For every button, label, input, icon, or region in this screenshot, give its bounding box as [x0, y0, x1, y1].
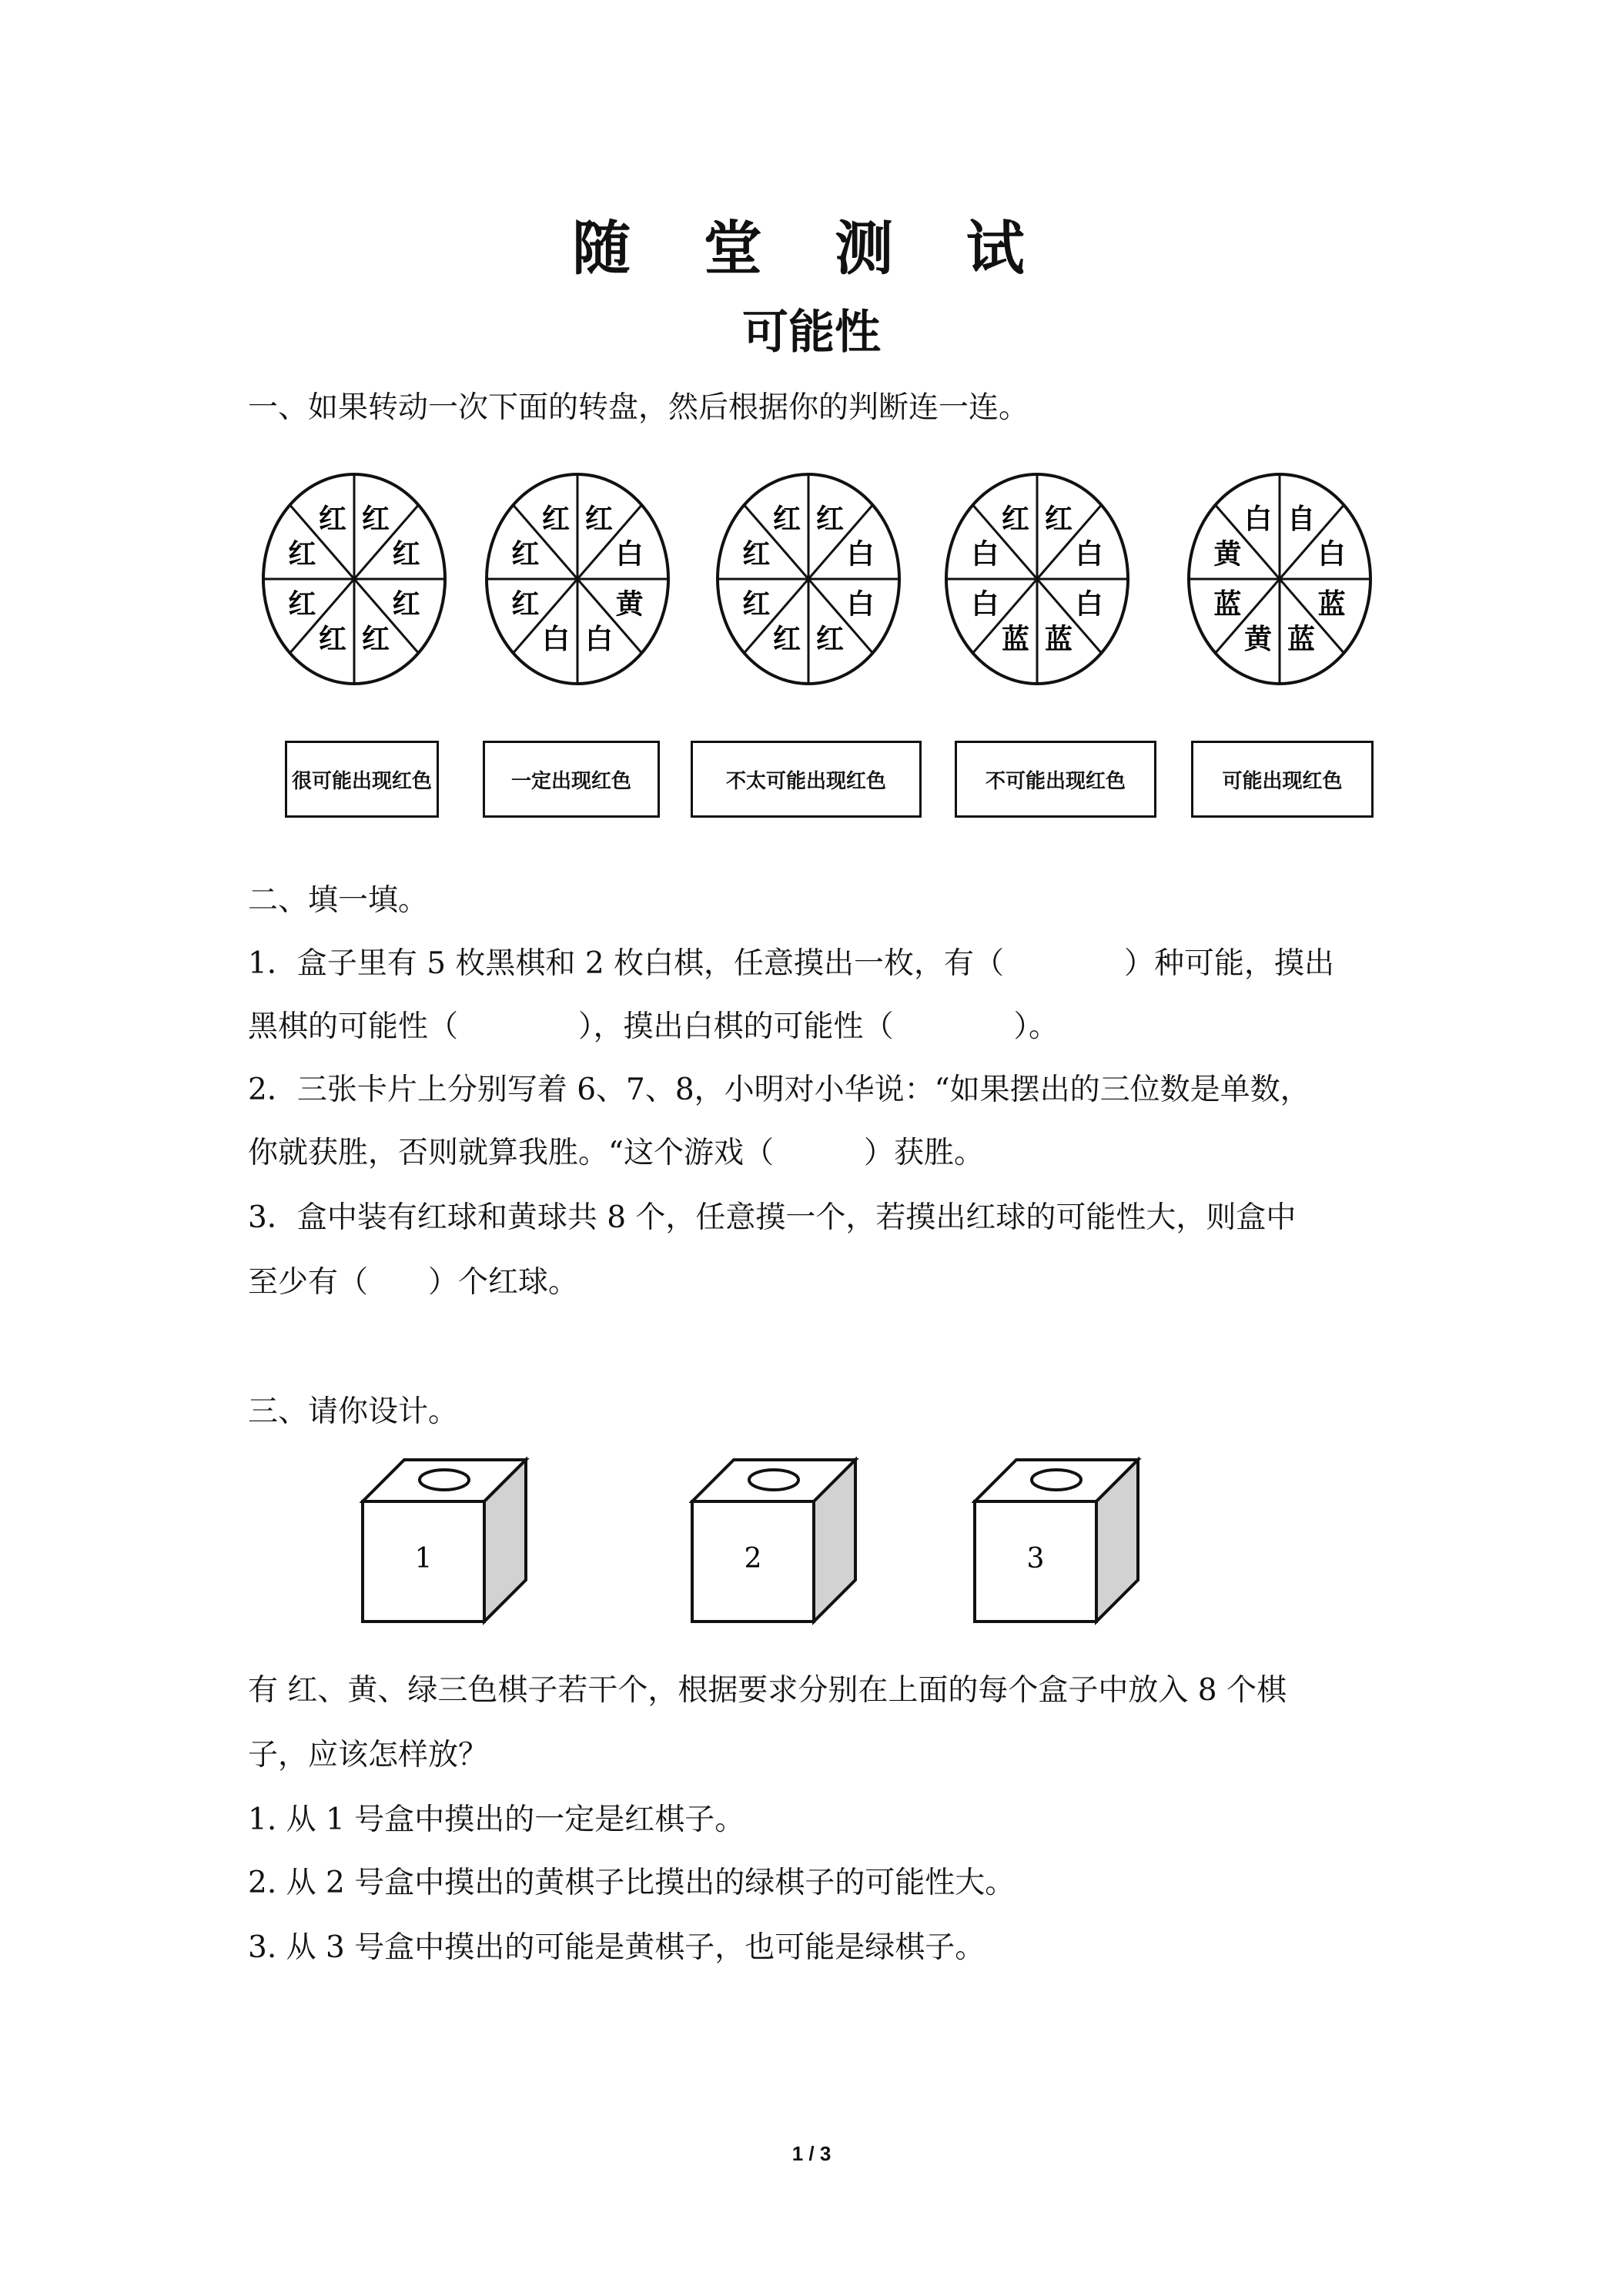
spinner-wheel-5 — [1183, 471, 1376, 687]
question-line: 1．盒子里有 5 枚黑棋和 2 枚白棋，任意摸出一枚，有（ ）种可能，摸出 — [248, 946, 1335, 981]
box-svg — [360, 1457, 537, 1626]
wheel-segment-label: 红 — [742, 588, 771, 621]
wheel-segment-label: 自 — [1287, 504, 1316, 536]
question-line: 黑棋的可能性（ ），摸出白棋的可能性（ ）。 — [248, 1009, 1059, 1044]
wheel-segment-label: 红 — [361, 504, 390, 536]
spinner-wheel-2 — [481, 471, 674, 687]
wheel-svg — [941, 471, 1133, 687]
design-line: 2. 从 2 号盒中摸出的黄棋子比摸出的绿棋子的可能性大。 — [248, 1866, 1016, 1900]
wheel-svg — [481, 471, 674, 687]
section3-heading: 三、请你设计。 — [248, 1394, 459, 1429]
box-svg — [972, 1457, 1149, 1626]
wheel-segment-label: 蓝 — [1287, 623, 1316, 655]
wheel-segment-label: 红 — [815, 623, 845, 655]
wheel-segment-label: 白 — [1075, 538, 1103, 571]
page-number: 1 / 3 — [791, 2142, 832, 2165]
wheel-segment-label: 红 — [392, 588, 420, 621]
spinner-wheel-1 — [258, 471, 450, 687]
wheel-segment-label: 白 — [615, 538, 644, 571]
answer-box-1[interactable]: 很可能出现红色 — [285, 741, 439, 818]
box-number: 1 — [414, 1543, 433, 1575]
box-svg — [689, 1457, 866, 1626]
wheel-segment-label: 红 — [318, 504, 347, 536]
wheel-svg — [712, 471, 905, 687]
wheel-segment-label: 红 — [815, 504, 845, 536]
answer-box-2[interactable]: 一定出现红色 — [483, 741, 660, 818]
wheel-segment-label: 蓝 — [1317, 588, 1346, 621]
wheel-segment-label: 红 — [288, 538, 316, 571]
wheel-svg — [258, 471, 450, 687]
wheel-segment-label: 红 — [511, 588, 540, 621]
wheel-segment-label: 黄 — [615, 588, 644, 621]
wheel-segment-label: 红 — [392, 538, 420, 571]
wheel-svg — [1183, 471, 1376, 687]
wheel-segment-label: 红 — [288, 588, 316, 621]
question-line: 至少有（ ）个红球。 — [248, 1265, 579, 1300]
wheel-segment-label: 白 — [971, 588, 999, 621]
wheel-segment-label: 红 — [318, 623, 347, 655]
box-number: 2 — [744, 1543, 762, 1575]
box-1 — [360, 1457, 537, 1626]
box-2 — [689, 1457, 866, 1626]
page-title: 随 堂 测 试 — [572, 214, 1051, 283]
box-number: 3 — [1026, 1543, 1045, 1575]
wheel-segment-label: 红 — [772, 623, 801, 655]
wheel-segment-label: 白 — [1075, 588, 1103, 621]
wheel-segment-label: 红 — [772, 504, 801, 536]
box-3 — [972, 1457, 1149, 1626]
wheel-segment-label: 白 — [541, 623, 571, 655]
wheel-segment-label: 白 — [971, 538, 999, 571]
wheel-segment-label: 红 — [1044, 504, 1073, 536]
answer-box-5[interactable]: 可能出现红色 — [1191, 741, 1374, 818]
wheel-segment-label: 蓝 — [1213, 588, 1242, 621]
spinner-wheel-3 — [712, 471, 905, 687]
wheel-segment-label: 蓝 — [1044, 623, 1073, 655]
design-line: 3. 从 3 号盒中摸出的可能是黄棋子，也可能是绿棋子。 — [248, 1930, 986, 1965]
section1-heading: 一、如果转动一次下面的转盘，然后根据你的判断连一连。 — [248, 390, 1029, 425]
wheel-segment-label: 红 — [742, 538, 771, 571]
page-subtitle: 可能性 — [742, 306, 881, 360]
question-line: 你就获胜，否则就算我胜。“这个游戏（ ）获胜。 — [248, 1136, 984, 1170]
question-line: 2．三张卡片上分别写着 6、7、8，小明对小华说：“如果摆出的三位数是单数， — [248, 1073, 1310, 1107]
wheel-segment-label: 白 — [1243, 504, 1273, 536]
wheel-segment-label: 红 — [584, 504, 614, 536]
design-line: 子，应该怎样放？ — [248, 1738, 489, 1772]
wheel-segment-label: 白 — [846, 538, 875, 571]
wheel-segment-label: 黄 — [1213, 538, 1242, 571]
design-line: 1. 从 1 号盒中摸出的一定是红棋子。 — [248, 1802, 745, 1837]
design-line: 有 红、黄、绿三色棋子若干个，根据要求分别在上面的每个盒子中放入 8 个棋 — [248, 1673, 1287, 1708]
wheel-segment-label: 蓝 — [1001, 623, 1030, 655]
wheel-segment-label: 红 — [511, 538, 540, 571]
wheel-segment-label: 红 — [541, 504, 571, 536]
wheel-segment-label: 白 — [1317, 538, 1346, 571]
question-line: 3．盒中装有红球和黄球共 8 个，任意摸一个，若摸出红球的可能性大，则盒中 — [248, 1200, 1297, 1235]
spinner-wheel-4 — [941, 471, 1133, 687]
answer-box-4[interactable]: 不可能出现红色 — [955, 741, 1156, 818]
wheel-segment-label: 白 — [846, 588, 875, 621]
wheel-segment-label: 红 — [1001, 504, 1030, 536]
wheel-segment-label: 红 — [361, 623, 390, 655]
wheel-segment-label: 白 — [584, 623, 614, 655]
section2-heading: 二、填一填。 — [248, 883, 429, 918]
answer-box-3[interactable]: 不太可能出现红色 — [691, 741, 922, 818]
wheel-segment-label: 黄 — [1243, 623, 1273, 655]
